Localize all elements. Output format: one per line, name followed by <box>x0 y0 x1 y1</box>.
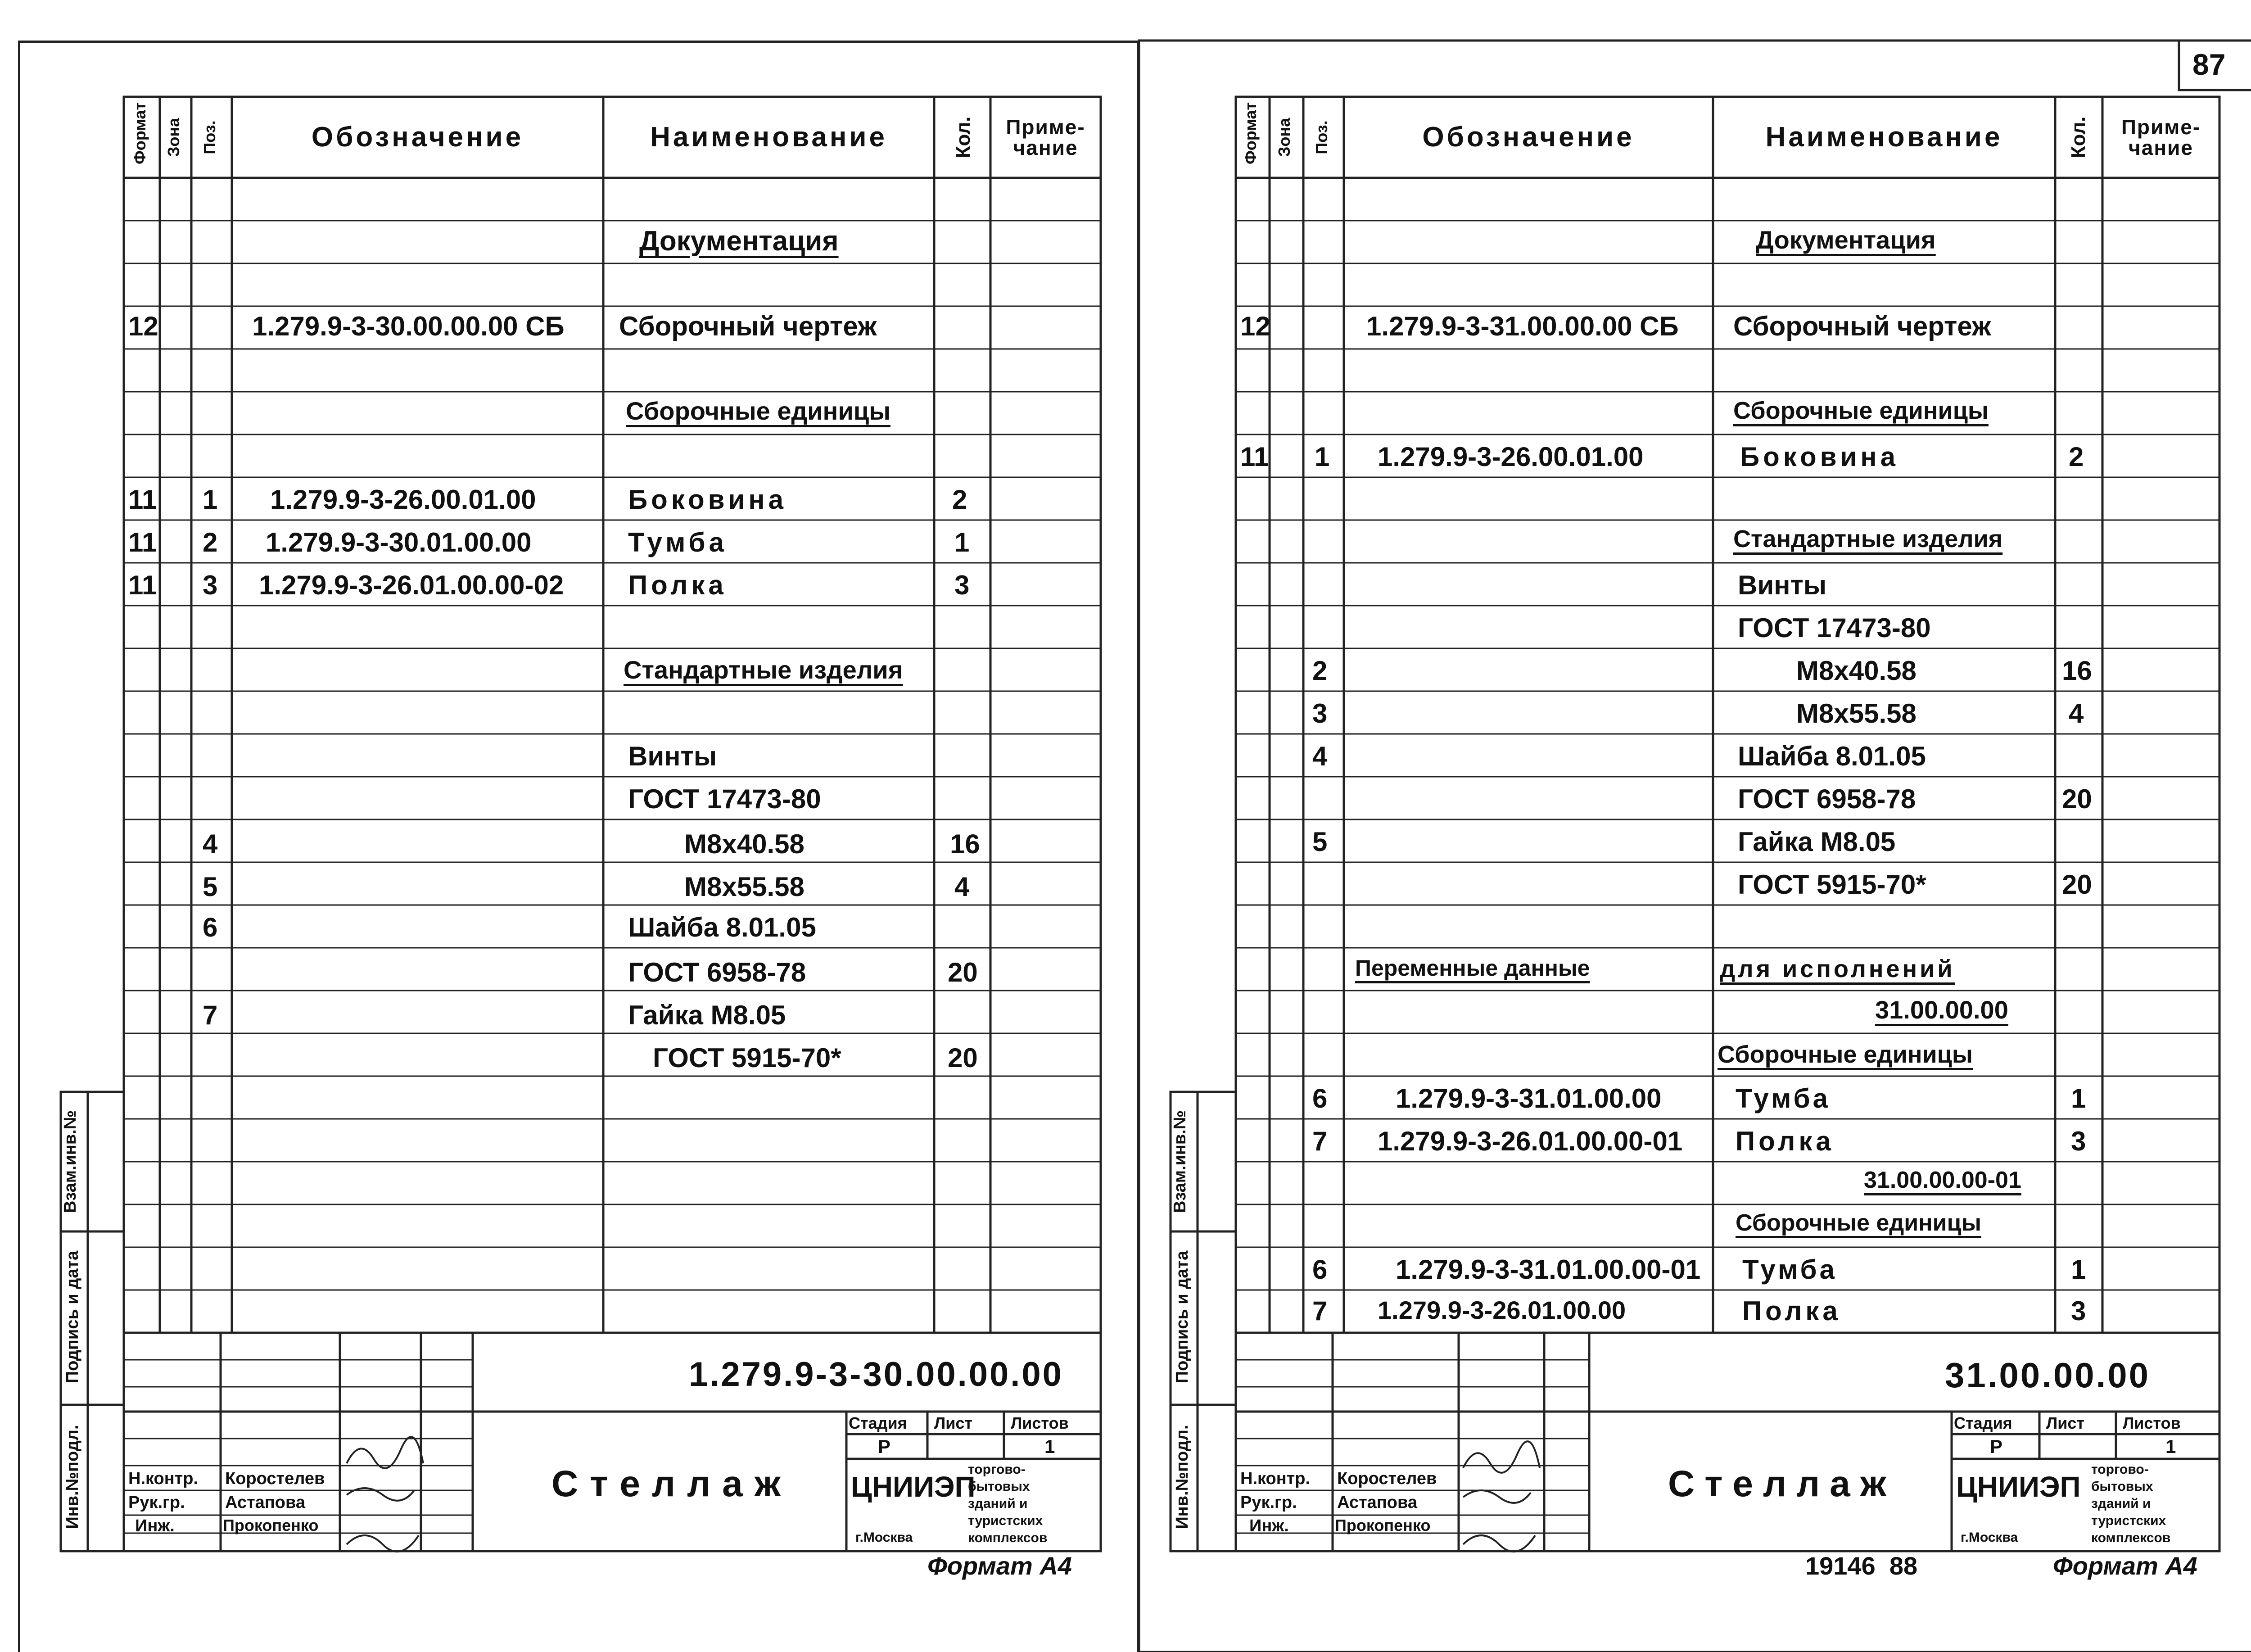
left-role-1: Н.контр. <box>128 1469 199 1488</box>
left-name-r5: Тумба <box>628 527 728 557</box>
right-title: Стеллаж <box>1668 1463 1896 1504</box>
right-org-city: г.Москва <box>1961 1530 2018 1545</box>
right-sheets-value: 1 <box>2165 1436 2176 1457</box>
left-pos-r12: 6 <box>203 912 218 942</box>
right-name-r21: Тумба <box>1742 1254 1837 1285</box>
right-sheets-label: Листов <box>2123 1414 2181 1432</box>
right-name-r7: ГОСТ 17473-80 <box>1738 613 1931 643</box>
left-sheet-label: Лист <box>934 1414 973 1432</box>
right-name-r18: Полка <box>1736 1126 1835 1156</box>
right-designation-r17: 1.279.9-3-31.01.00.00 <box>1396 1083 1662 1113</box>
left-stage-value: Р <box>878 1436 891 1457</box>
right-qty-r18: 3 <box>2071 1126 2086 1156</box>
right-header-pos: Поз. <box>1312 120 1331 154</box>
left-format-label: Формат А4 <box>927 1552 1072 1580</box>
left-header-designation: Обозначение <box>311 122 524 153</box>
left-header-name: Наименование <box>650 122 887 153</box>
right-designation-r4: 1.279.9-3-26.00.01.00 <box>1378 442 1644 472</box>
right-qty-r11: 20 <box>2062 784 2092 814</box>
left-role-3: Инж. <box>135 1516 175 1535</box>
left-sheets-value: 1 <box>1044 1436 1055 1457</box>
right-doc-code: 31.00.00.00 <box>1945 1355 2151 1395</box>
left-stage-label: Стадия <box>849 1414 907 1432</box>
right-pos-r18: 7 <box>1312 1126 1328 1156</box>
left-qty-r10: 16 <box>950 829 980 859</box>
left-name-r6: Полка <box>628 570 727 600</box>
left-org-desc-2: бытовых <box>968 1479 1030 1494</box>
right-side-label-sign-date: Подпись и дата <box>1173 1250 1192 1384</box>
left-name-r12: Шайба 8.01.05 <box>628 912 816 942</box>
right-org-main: ЦНИИЭП <box>1956 1471 2081 1503</box>
right-header-note-line1: Приме- <box>2121 115 2201 139</box>
left-side-label-inv-sub: Инв.№подл. <box>63 1425 82 1529</box>
left-designation-r4: 1.279.9-3-26.00.01.00 <box>270 484 536 515</box>
right-pos-r17: 6 <box>1312 1083 1328 1113</box>
left-pos-r4: 1 <box>203 484 218 515</box>
right-name-r6: Винты <box>1738 570 1827 600</box>
right-signature-2 <box>1463 1490 1531 1503</box>
left-qty-r11: 4 <box>954 872 970 902</box>
right-qty-r17: 1 <box>2071 1083 2086 1113</box>
right-version-31-00: 31.00.00.00 <box>1875 996 2008 1024</box>
right-qty-r13: 20 <box>2062 869 2092 900</box>
left-person-1: Коростелев <box>225 1469 325 1488</box>
right-pos-r21: 6 <box>1312 1254 1328 1285</box>
right-org-desc <box>2091 1461 2170 1547</box>
right-name-r11: ГОСТ 6958-78 <box>1738 784 1916 814</box>
left-header-zone: Зона <box>164 118 183 157</box>
right-format-label: Формат А4 <box>2053 1552 2197 1580</box>
left-qty-r5: 1 <box>954 527 970 557</box>
left-pos-r5: 2 <box>203 527 218 557</box>
right-variable-data-label: Переменные данные <box>1355 955 1590 981</box>
left-header-note-line1: Приме- <box>1006 115 1085 139</box>
left-section-documentation: Документация <box>639 226 839 257</box>
right-person-3: Прокопенко <box>1335 1516 1431 1534</box>
right-section-assembly-units-2: Сборочные единицы <box>1718 1041 1973 1068</box>
left-org-desc-4: туристских <box>968 1513 1043 1528</box>
right-org-desc-1: торгово- <box>2091 1462 2149 1477</box>
right-org-desc-3: зданий и <box>2091 1496 2151 1511</box>
right-pos-r4: 1 <box>1315 442 1330 472</box>
right-org-desc-2: бытовых <box>2091 1479 2153 1494</box>
right-header-qty: Кол. <box>2067 116 2089 158</box>
left-name-r9: ГОСТ 17473-80 <box>628 784 821 814</box>
right-stamp-number: 19146 88 <box>1805 1552 1918 1580</box>
left-org-desc-5: комплексов <box>968 1530 1048 1545</box>
left-org-main: ЦНИИЭП <box>851 1471 976 1503</box>
left-format-r4: 11 <box>128 484 157 515</box>
left-signature-3 <box>347 1535 419 1552</box>
left-header-pos: Поз. <box>200 120 219 154</box>
right-role-3: Инж. <box>1249 1516 1289 1535</box>
right-version-31-00-01: 31.00.00.00-01 <box>1864 1167 2021 1193</box>
right-qty-r4: 2 <box>2069 442 2084 472</box>
left-side-label-sign-date: Подпись и дата <box>63 1250 82 1384</box>
left-org-city: г.Москва <box>855 1530 913 1545</box>
right-name-r9: М8х55.58 <box>1796 698 1917 729</box>
left-header-note-line2: чание <box>1013 136 1078 159</box>
right-sheet-label: Лист <box>2046 1414 2085 1432</box>
left-designation-r6: 1.279.9-3-26.01.00.00-02 <box>259 570 564 600</box>
right-header-format: Формат <box>1241 102 1260 164</box>
right-format-r4: 11 <box>1240 442 1269 472</box>
left-section-standard-items: Стандартные изделия <box>624 656 903 684</box>
left-pos-r11: 5 <box>203 872 218 902</box>
right-side-label-inv-sub: Инв.№подл. <box>1173 1425 1192 1529</box>
left-signature-1 <box>347 1437 423 1468</box>
right-sheet-frame <box>1139 41 2251 1652</box>
right-header-note <box>2102 97 2219 178</box>
right-name-r13: ГОСТ 5915-70* <box>1738 869 1926 900</box>
left-pos-r6: 3 <box>203 570 218 600</box>
right-qty-r21: 1 <box>2071 1254 2086 1285</box>
left-org-desc-1: торгово- <box>968 1462 1026 1477</box>
right-pos-r12: 5 <box>1312 827 1328 857</box>
left-title: Стеллаж <box>551 1463 792 1504</box>
left-section-assembly-units: Сборочные единицы <box>626 397 890 425</box>
right-section-documentation: Документация <box>1756 226 1936 254</box>
right-designation-r2: 1.279.9-3-31.00.00.00 СБ <box>1366 311 1679 341</box>
right-stage-value: Р <box>1990 1436 2003 1457</box>
left-header-qty: Кол. <box>952 116 974 158</box>
right-header-designation: Обозначение <box>1422 122 1635 153</box>
left-org-desc <box>968 1461 1047 1547</box>
right-stage-label: Стадия <box>1954 1414 2012 1432</box>
right-pos-r9: 3 <box>1312 698 1328 729</box>
left-header-note <box>990 97 1101 178</box>
left-format-r6: 11 <box>128 570 157 600</box>
right-header-name: Наименование <box>1765 122 2003 153</box>
right-name-r12: Гайка М8.05 <box>1738 827 1896 857</box>
left-name-r11: М8х55.58 <box>684 872 805 902</box>
left-name-r13: ГОСТ 6958-78 <box>628 957 806 987</box>
right-format-r2: 12 <box>1240 311 1270 341</box>
right-name-r8: М8х40.58 <box>1796 656 1917 686</box>
right-name-r10: Шайба 8.01.05 <box>1738 741 1926 771</box>
right-pos-r8: 2 <box>1312 656 1328 686</box>
right-section-assembly-units-3: Сборочные единицы <box>1736 1210 1981 1236</box>
right-for-versions-label: для исполнений <box>1720 955 1955 982</box>
right-name-r17: Тумба <box>1736 1083 1831 1113</box>
left-person-2: Астапова <box>225 1493 305 1512</box>
left-name-r8: Винты <box>628 741 717 771</box>
right-designation-r22: 1.279.9-3-26.01.00.00 <box>1378 1296 1626 1324</box>
right-pos-r22: 7 <box>1312 1296 1328 1326</box>
right-qty-r22: 3 <box>2071 1296 2086 1326</box>
left-pos-r14: 7 <box>203 1000 218 1030</box>
left-designation-r5: 1.279.9-3-30.01.00.00 <box>266 527 532 557</box>
right-qty-r9: 4 <box>2069 698 2084 729</box>
left-qty-r15: 20 <box>948 1043 978 1073</box>
left-pos-r10: 4 <box>203 829 218 859</box>
right-qty-r8: 16 <box>2062 656 2092 686</box>
left-name-r2: Сборочный чертеж <box>619 311 877 341</box>
right-side-label-replace-inv: Взам.инв.№ <box>1171 1110 1189 1213</box>
left-org-desc-3: зданий и <box>968 1496 1028 1511</box>
left-format-r2: 12 <box>128 311 158 341</box>
right-name-r22: Полка <box>1742 1296 1841 1326</box>
right-person-2: Астапова <box>1337 1493 1417 1512</box>
right-org-desc-4: туристских <box>2091 1513 2166 1528</box>
right-role-1: Н.контр. <box>1240 1469 1311 1488</box>
left-name-r15: ГОСТ 5915-70* <box>653 1043 841 1073</box>
right-signature-3 <box>1463 1535 1535 1552</box>
right-section-assembly-units: Сборочные единицы <box>1733 397 1989 424</box>
right-person-1: Коростелев <box>1337 1469 1437 1488</box>
left-name-r4: Боковина <box>628 484 787 515</box>
right-signature-1 <box>1463 1441 1540 1473</box>
left-spec-grid <box>124 97 1101 1333</box>
left-designation-r2: 1.279.9-3-30.00.00.00 СБ <box>252 311 565 341</box>
right-designation-r21: 1.279.9-3-31.01.00.00-01 <box>1396 1254 1701 1285</box>
right-designation-r18: 1.279.9-3-26.01.00.00-01 <box>1378 1126 1683 1156</box>
left-side-label-replace-inv: Взам.инв.№ <box>61 1110 80 1213</box>
left-doc-code: 1.279.9-3-30.00.00.00 <box>689 1355 1063 1394</box>
right-pos-r10: 4 <box>1312 741 1328 771</box>
left-qty-r13: 20 <box>948 957 978 987</box>
right-name-r4: Боковина <box>1740 442 1899 472</box>
left-header-format: Формат <box>131 102 149 164</box>
right-role-2: Рук.гр. <box>1240 1493 1297 1512</box>
right-header-note-line2: чание <box>2129 136 2193 159</box>
left-format-r5: 11 <box>128 527 157 557</box>
left-person-3: Прокопенко <box>223 1516 319 1534</box>
right-org-desc-5: комплексов <box>2091 1530 2171 1545</box>
right-section-standard-items: Стандартные изделия <box>1733 525 2003 552</box>
right-name-r2: Сборочный чертеж <box>1733 311 1991 341</box>
left-sheets-label: Листов <box>1011 1414 1069 1432</box>
left-qty-r4: 2 <box>952 484 967 515</box>
left-name-r14: Гайка М8.05 <box>628 1000 786 1030</box>
left-qty-r6: 3 <box>954 570 970 600</box>
page-number: 87 <box>2192 48 2226 81</box>
left-name-r10: М8х40.58 <box>684 829 805 859</box>
right-header-zone: Зона <box>1275 118 1293 157</box>
left-role-2: Рук.гр. <box>128 1493 185 1512</box>
